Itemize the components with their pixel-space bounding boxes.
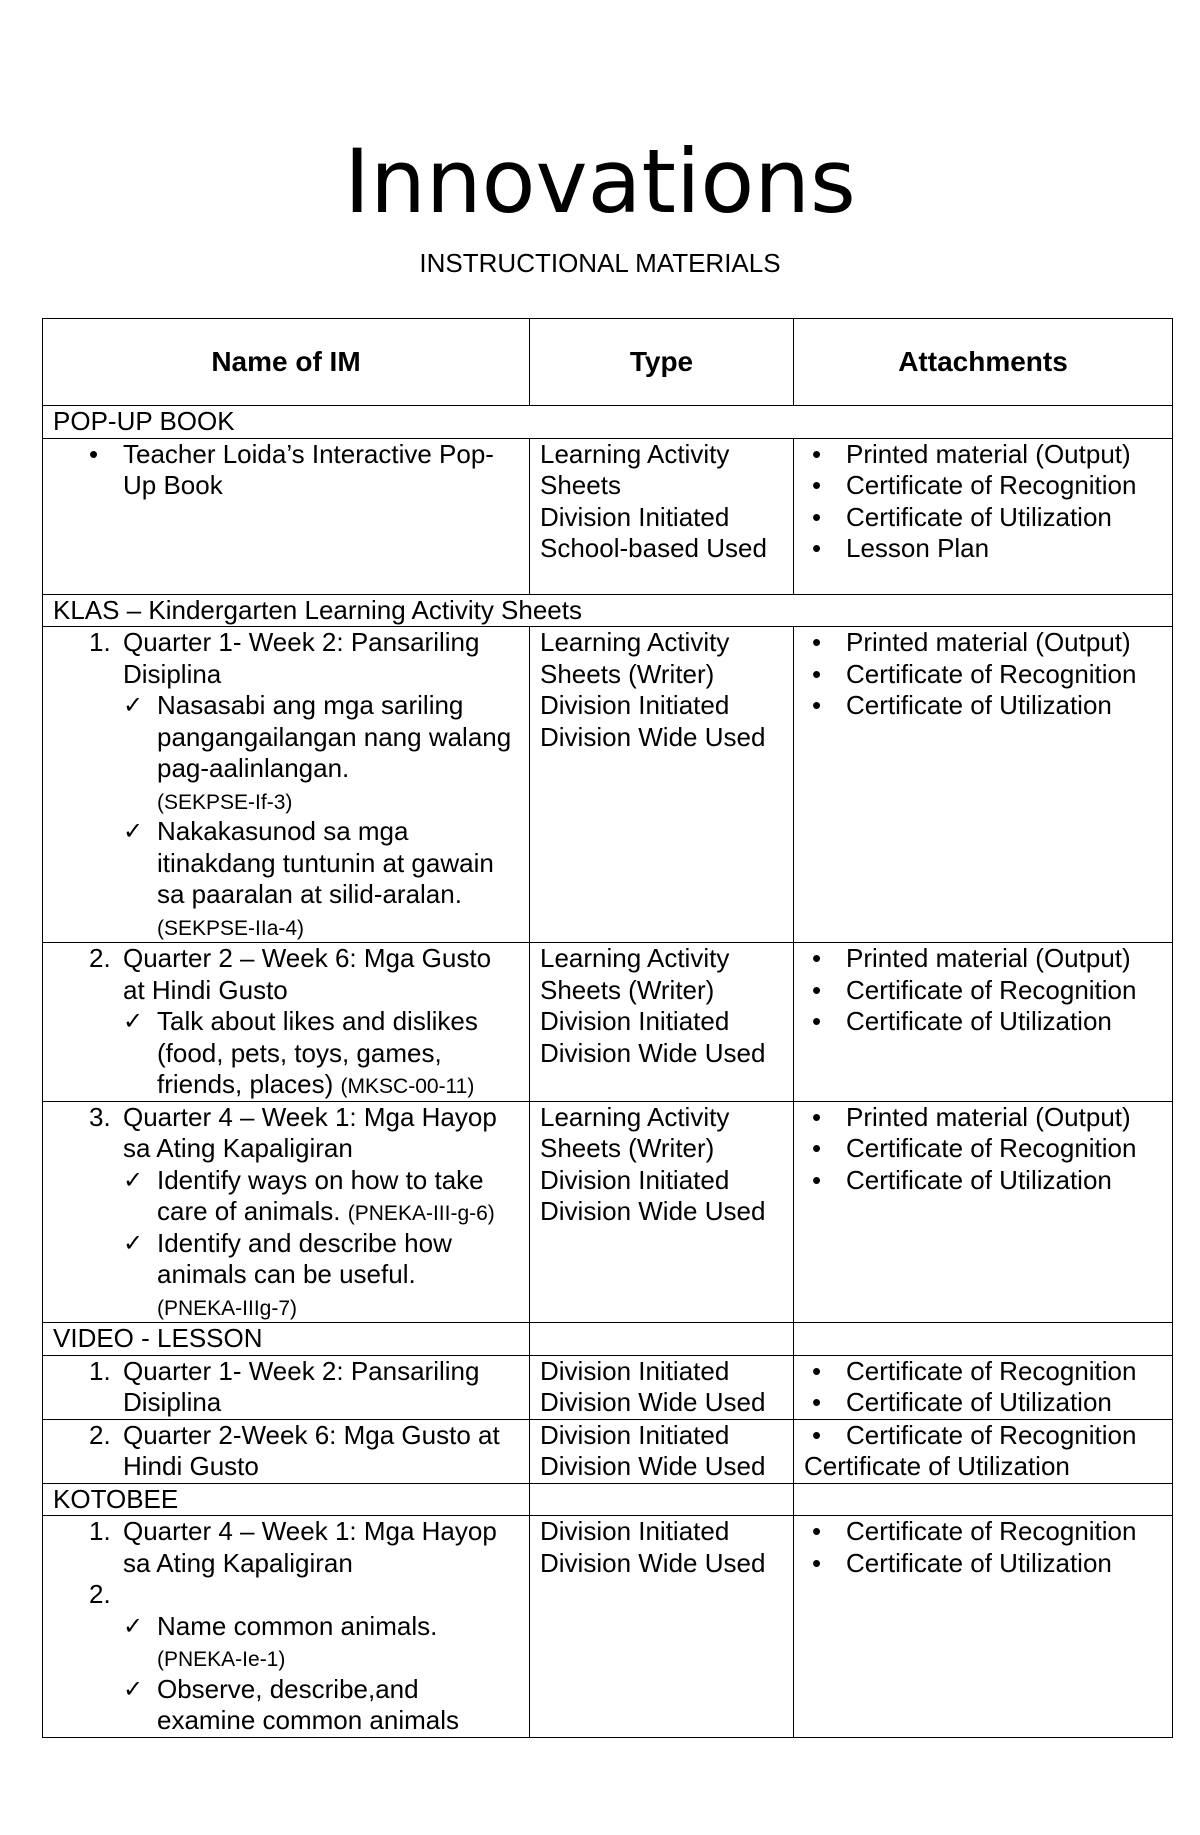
table-row [43, 1355, 1173, 1419]
check-icon: ✓ [123, 692, 144, 719]
check-icon: ✓ [123, 1612, 144, 1640]
attachment-item: • Certificate of Utilization [804, 1006, 1162, 1038]
attachments-cell [794, 1355, 1173, 1419]
bullet-icon: • [812, 1355, 822, 1386]
im-name-cell [43, 627, 530, 943]
attachment-item: • Certificate of Recognition [804, 1133, 1162, 1165]
table-row [43, 1419, 1173, 1483]
check-icon: ✓ [123, 818, 144, 845]
section-title: KOTOBEE [43, 1483, 530, 1516]
table-header-row [43, 319, 1173, 406]
section-row-kotobee [43, 1483, 1173, 1516]
bullet-icon: • [812, 1101, 822, 1132]
attachment-item: • Certificate of Utilization [804, 1548, 1162, 1580]
list-item: 1. Quarter 1- Week 2: Pansariling Disiplina [89, 627, 480, 689]
bullet-icon: • [89, 438, 99, 469]
page-title: Innovations [344, 130, 856, 233]
bullet-icon: • [812, 943, 822, 973]
type-cell: Division Initiated Division Wide Used [530, 1419, 794, 1483]
type-cell: Learning Activity Sheets (Writer) Division Initiated Division Wide Used [530, 627, 794, 943]
attachment-item: • Certificate of Utilization [804, 690, 1162, 722]
competency-item: ✓ Identify ways on how to take care of animals. (PNEKA-III-g-6) [123, 1164, 495, 1226]
attachment-item: • Certificate of Recognition [804, 659, 1162, 691]
attachment-item: • Certificate of Recognition [804, 1356, 1162, 1388]
competency-item: ✓ Nasasabi ang mga sariling pangangailangan nang walang pag-aalinlangan. (SEKPSE-If-3) [53, 690, 519, 816]
list-item: 2. Quarter 2 – Week 6: Mga Gusto at Hindi Gusto [89, 943, 492, 1005]
table-row [43, 438, 1173, 594]
page-subtitle: INSTRUCTIONAL MATERIALS [419, 248, 781, 278]
list-item: 1. Quarter 1- Week 2: Pansariling Disiplina [89, 1355, 480, 1417]
bullet-icon: • [812, 1133, 822, 1163]
bullet-icon: • [812, 1419, 822, 1450]
type-cell: Division Initiated Division Wide Used [530, 1355, 794, 1419]
section-row-video [43, 1323, 1173, 1356]
im-name-cell [43, 1419, 530, 1483]
check-icon: ✓ [123, 1008, 144, 1035]
check-icon: ✓ [123, 1166, 144, 1194]
competency-item: ✓ Observe, describe,and examine common animals [123, 1673, 460, 1735]
column-header-name: Name of IM [43, 319, 530, 406]
section-title: POP-UP BOOK [43, 406, 1173, 439]
list-item: 2. Quarter 2-Week 6: Mga Gusto at Hindi Gusto [89, 1419, 500, 1481]
list-item: • Teacher Loida’s Interactive Pop-Up Book [89, 438, 494, 500]
attachment-item: • Printed material (Output) [804, 627, 1162, 659]
attachment-item: • Certificate of Recognition [804, 1516, 1162, 1548]
instructional-materials-table [42, 318, 1173, 1738]
competency-item: ✓ Name common animals. (PNEKA-Ie-1) [53, 1611, 519, 1674]
attachment-item: • Certificate of Recognition [804, 470, 1162, 502]
bullet-icon: • [812, 470, 822, 500]
check-icon: ✓ [123, 1675, 144, 1703]
section-title: VIDEO - LESSON [43, 1323, 530, 1356]
attachment-item: • Certificate of Recognition [804, 975, 1162, 1007]
section-title: KLAS – Kindergarten Learning Activity Sheets [43, 594, 1173, 627]
list-item: 1. Quarter 4 – Week 1: Mga Hayop sa Ating Kapaligiran [89, 1516, 497, 1578]
type-cell: Learning Activity Sheets (Writer) Division Initiated Division Wide Used [530, 943, 794, 1102]
bullet-icon: • [812, 690, 822, 720]
bullet-icon: • [812, 627, 822, 657]
bullet-icon: • [812, 1006, 822, 1036]
competency-item: ✓ Nakakasunod sa mga itinakdang tuntunin at gawain sa paaralan at silid-aralan. (SEKPSE-IIa-4) [53, 816, 519, 942]
column-header-attachments: Attachments [794, 319, 1173, 406]
attachments-cell [794, 1419, 1173, 1483]
bullet-icon: • [812, 1547, 822, 1578]
table-row [43, 943, 1173, 1102]
type-cell: Division Initiated Division Wide Used [530, 1516, 794, 1738]
check-icon: ✓ [123, 1229, 144, 1257]
attachments-cell [794, 943, 1173, 1102]
table-row [43, 627, 1173, 943]
attachments-cell [794, 627, 1173, 943]
im-name-cell [43, 1355, 530, 1419]
table-row [43, 1101, 1173, 1323]
bullet-icon: • [812, 1387, 822, 1417]
attachment-item: • Certificate of Utilization [804, 502, 1162, 534]
attachments-cell [794, 1101, 1173, 1323]
attachment-item: • Printed material (Output) [804, 1102, 1162, 1134]
bullet-icon: • [812, 533, 822, 563]
im-name-cell [43, 943, 530, 1102]
type-cell: Learning Activity Sheets Division Initiated School-based Used [530, 438, 794, 594]
im-name-cell [43, 438, 530, 594]
competency-item: ✓ Identify and describe how animals can be useful. (PNEKA-IIIg-7) [53, 1228, 519, 1323]
section-row-klas [43, 594, 1173, 627]
bullet-icon: • [812, 1164, 822, 1195]
bullet-icon: • [812, 1516, 822, 1546]
attachment-item: • Certificate of Utilization [804, 1165, 1162, 1197]
bullet-icon: • [812, 658, 822, 689]
attachment-item: • Certificate of Utilization [804, 1387, 1162, 1419]
column-header-type: Type [530, 319, 794, 406]
im-name-cell [43, 1516, 530, 1738]
bullet-icon: • [812, 501, 822, 532]
table-row [43, 1516, 1173, 1738]
type-cell: Learning Activity Sheets (Writer) Division Initiated Division Wide Used [530, 1101, 794, 1323]
competency-item: ✓ Talk about likes and dislikes (food, pets, toys, games, friends, places) (MKSC-00-11) [123, 1006, 478, 1099]
attachment-item: • Certificate of Recognition [804, 1420, 1162, 1452]
attachment-plain-text: Certificate of Utilization [804, 1451, 1070, 1481]
attachment-item: • Printed material (Output) [804, 943, 1162, 975]
list-item: 2. [89, 1579, 111, 1609]
attachment-item: • Printed material (Output) [804, 439, 1162, 471]
list-item: 3. Quarter 4 – Week 1: Mga Hayop sa Ating Kapaligiran [89, 1101, 497, 1163]
section-row-popup [43, 406, 1173, 439]
bullet-icon: • [812, 974, 822, 1005]
attachments-cell [794, 1516, 1173, 1738]
attachment-item: • Lesson Plan [804, 533, 1162, 565]
im-name-cell [43, 1101, 530, 1323]
attachments-cell [794, 438, 1173, 594]
bullet-icon: • [812, 438, 822, 469]
